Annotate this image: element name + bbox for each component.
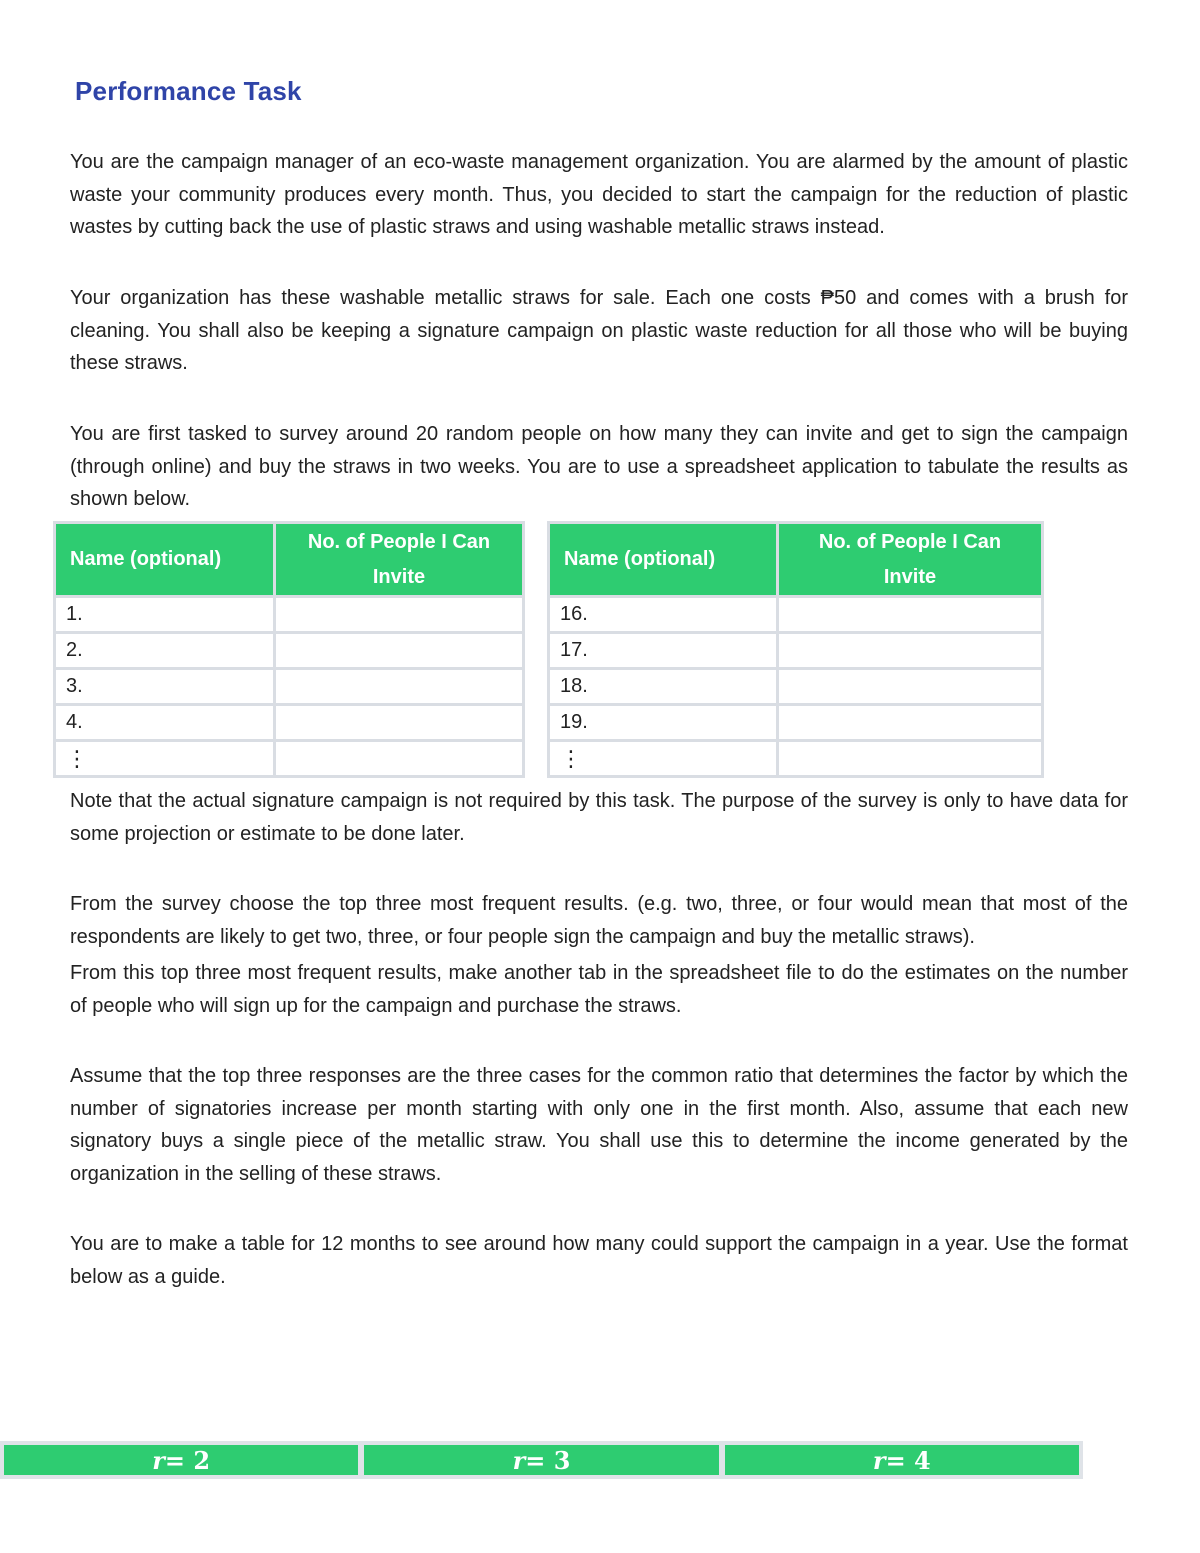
ratio-cell-3: r = 3 (364, 1445, 718, 1475)
table-row (549, 597, 1043, 633)
survey-task-paragraph: You are first tasked to survey around 20 random people on how many they can invite and get to sign the campaign (through online) and buy the straws in two weeks. You are to use a spreadsheet application to tabulate the results as shown below. (70, 423, 1128, 510)
table-row (549, 705, 1043, 741)
invite-cell[interactable] (778, 597, 1043, 633)
header-people-invite: No. of People I Can Invite (778, 523, 1043, 597)
invite-cell[interactable] (778, 633, 1043, 669)
table-row (549, 633, 1043, 669)
invite-cell[interactable] (275, 633, 524, 669)
intro-paragraph: You are the campaign manager of an eco-waste management organization. You are alarmed by the amount of plastic waste your community produces every month. Thus, you decided to start the campaign for the reduction of plastic wastes by cutting back the use of plastic straws and using washable metallic straws instead. (70, 151, 1128, 238)
table-row (55, 633, 524, 669)
invite-cell[interactable] (275, 741, 524, 777)
table-row (55, 705, 524, 741)
row-number: 19. (549, 705, 778, 741)
table-row (55, 597, 524, 633)
row-number: 18. (549, 669, 778, 705)
row-number: 1. (55, 597, 275, 633)
common-ratio-paragraph: Assume that the top three responses are the three cases for the common ratio that determines the factor by which the number of signatories increase per month starting with only one in the first month. Also, assume that each new signatory buys a single piece of the metallic straw. You shall use this to determine the income generated by the organization in the selling of these straws. (70, 1065, 1128, 1185)
invite-cell[interactable] (778, 669, 1043, 705)
header-people-invite: No. of People I Can Invite (275, 523, 524, 597)
pricing-paragraph: Your organization has these washable metallic straws for sale. Each one costs ₱50 and comes with a brush for cleaning. You shall also be keeping a signature campaign on plastic waste reduction for all those who will be buying these straws. (70, 287, 1128, 374)
top-three-paragraph: From the survey choose the top three most frequent results. (e.g. two, three, or four would mean that most of the respondents are likely to get two, three, or four people sign the campaign and buy the metallic straws). (70, 893, 1128, 948)
invite-cell[interactable] (778, 705, 1043, 741)
invite-cell[interactable] (275, 669, 524, 705)
row-number: 4. (55, 705, 275, 741)
ellipsis-cell: ⋮ (549, 741, 778, 777)
survey-table-right (547, 521, 1044, 778)
table-row (55, 669, 524, 705)
row-number: 17. (549, 633, 778, 669)
invite-cell[interactable] (778, 741, 1043, 777)
row-number: 16. (549, 597, 778, 633)
ratio-cell-4: r = 4 (725, 1445, 1079, 1475)
ratio-cell-2: r = 2 (4, 1445, 358, 1475)
note-paragraph: Note that the actual signature campaign is not required by this task. The purpose of the survey is only to have data for some projection or estimate to be done later. (70, 790, 1128, 845)
ratio-header-row (0, 1441, 1083, 1479)
row-number: 2. (55, 633, 275, 669)
row-number: 3. (55, 669, 275, 705)
invite-cell[interactable] (275, 705, 524, 741)
twelve-month-paragraph: You are to make a table for 12 months to see around how many could support the campaign in a year. Use the format below as a guide. (70, 1233, 1128, 1288)
table-row (55, 741, 524, 777)
header-name: Name (optional) (55, 523, 275, 597)
invite-cell[interactable] (275, 597, 524, 633)
table-row (549, 669, 1043, 705)
survey-table-left (53, 521, 525, 778)
estimates-paragraph: From this top three most frequent results, make another tab in the spreadsheet file to do the estimates on the number of people who will sign up for the campaign and purchase the straws. (70, 962, 1128, 1017)
ellipsis-cell: ⋮ (55, 741, 275, 777)
header-name: Name (optional) (549, 523, 778, 597)
table-row (549, 741, 1043, 777)
page-title: Performance Task (75, 76, 302, 106)
